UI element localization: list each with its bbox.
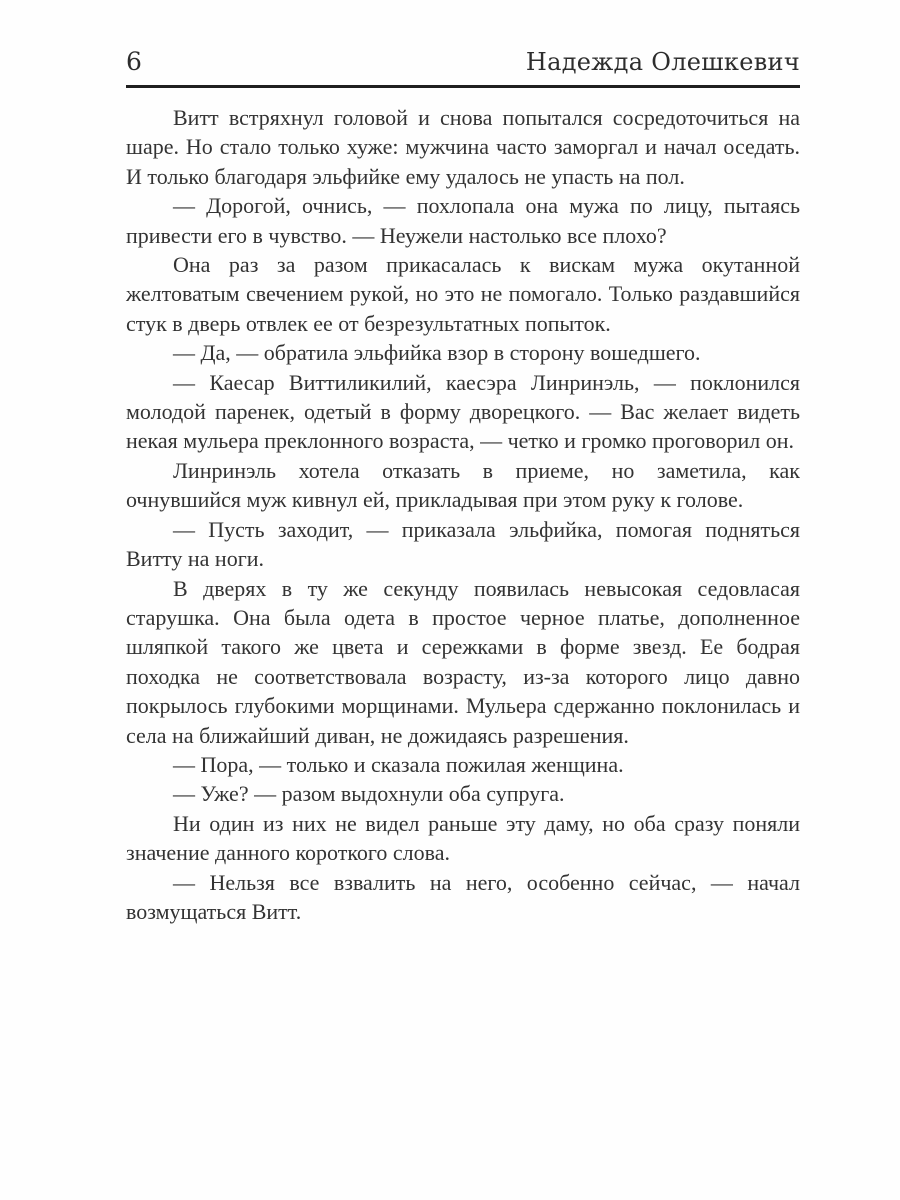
paragraph: — Пора, — только и сказала пожилая женщина. bbox=[173, 751, 624, 777]
paragraph: Витт встряхнул головой и снова попытался сосредоточиться на шаре. Но стало только хуже: мужчина часто заморгал и начал оседать. И только благодаря эльфийке ему удалось не упасть на пол. bbox=[126, 105, 800, 189]
paragraph: Ни один из них не видел раньше эту даму, но оба сразу поняли значение данного короткого слова. bbox=[126, 810, 800, 866]
paragraph: — Каесар Виттиликилий, каесэра Линринэль, — поклонился молодой паренек, одетый в форму дворецкого. — Вас желает видеть некая мульера преклонного возраста, — четко и громко проговорил он. bbox=[126, 369, 800, 454]
paragraph: — Да, — обратила эльфийка взор в сторону вошедшего. bbox=[173, 340, 701, 366]
body-text bbox=[126, 103, 800, 926]
paragraph: — Дорогой, очнись, — похлопала она мужа по лицу, пытаясь привести его в чувство. — Неужели настолько все плохо? bbox=[126, 193, 800, 248]
header-rule bbox=[126, 85, 800, 88]
paragraph: — Нельзя все взвалить на него, особенно сейчас, — начал возмущаться Витт. bbox=[126, 869, 800, 924]
paragraph: — Пусть заходит, — приказала эльфийка, помогая подняться Витту на ноги. bbox=[126, 516, 800, 572]
paragraph: Линринэль хотела отказать в приеме, но заметила, как очнувшийся муж кивнул ей, прикладывая при этом руку к голове. bbox=[126, 457, 800, 513]
paragraph: В дверях в ту же секунду появилась невысокая седовласая старушка. Она была одета в простое черное платье, дополненное шляпкой такого же цвета и сережками в форме звезд. Ее бодрая походка не соответствовала возрасту, из-за которого лицо давно покрылось глубокими морщинами. Мульера сдержанно поклонилась и села на ближайший диван, не дожидаясь разрешения. bbox=[126, 575, 800, 748]
page-header bbox=[126, 46, 800, 78]
running-title: Надежда Олешкевич bbox=[525, 48, 800, 76]
paragraph: Она раз за разом прикасалась к вискам мужа окутанной желтоватым свечением рукой, но это не помогало. Только раздавшийся стук в дверь отвлек ее от безрезультатных попыток. bbox=[126, 252, 800, 336]
paragraph: — Уже? — разом выдохнули оба супруга. bbox=[173, 781, 565, 807]
page-number: 6 bbox=[126, 47, 142, 76]
